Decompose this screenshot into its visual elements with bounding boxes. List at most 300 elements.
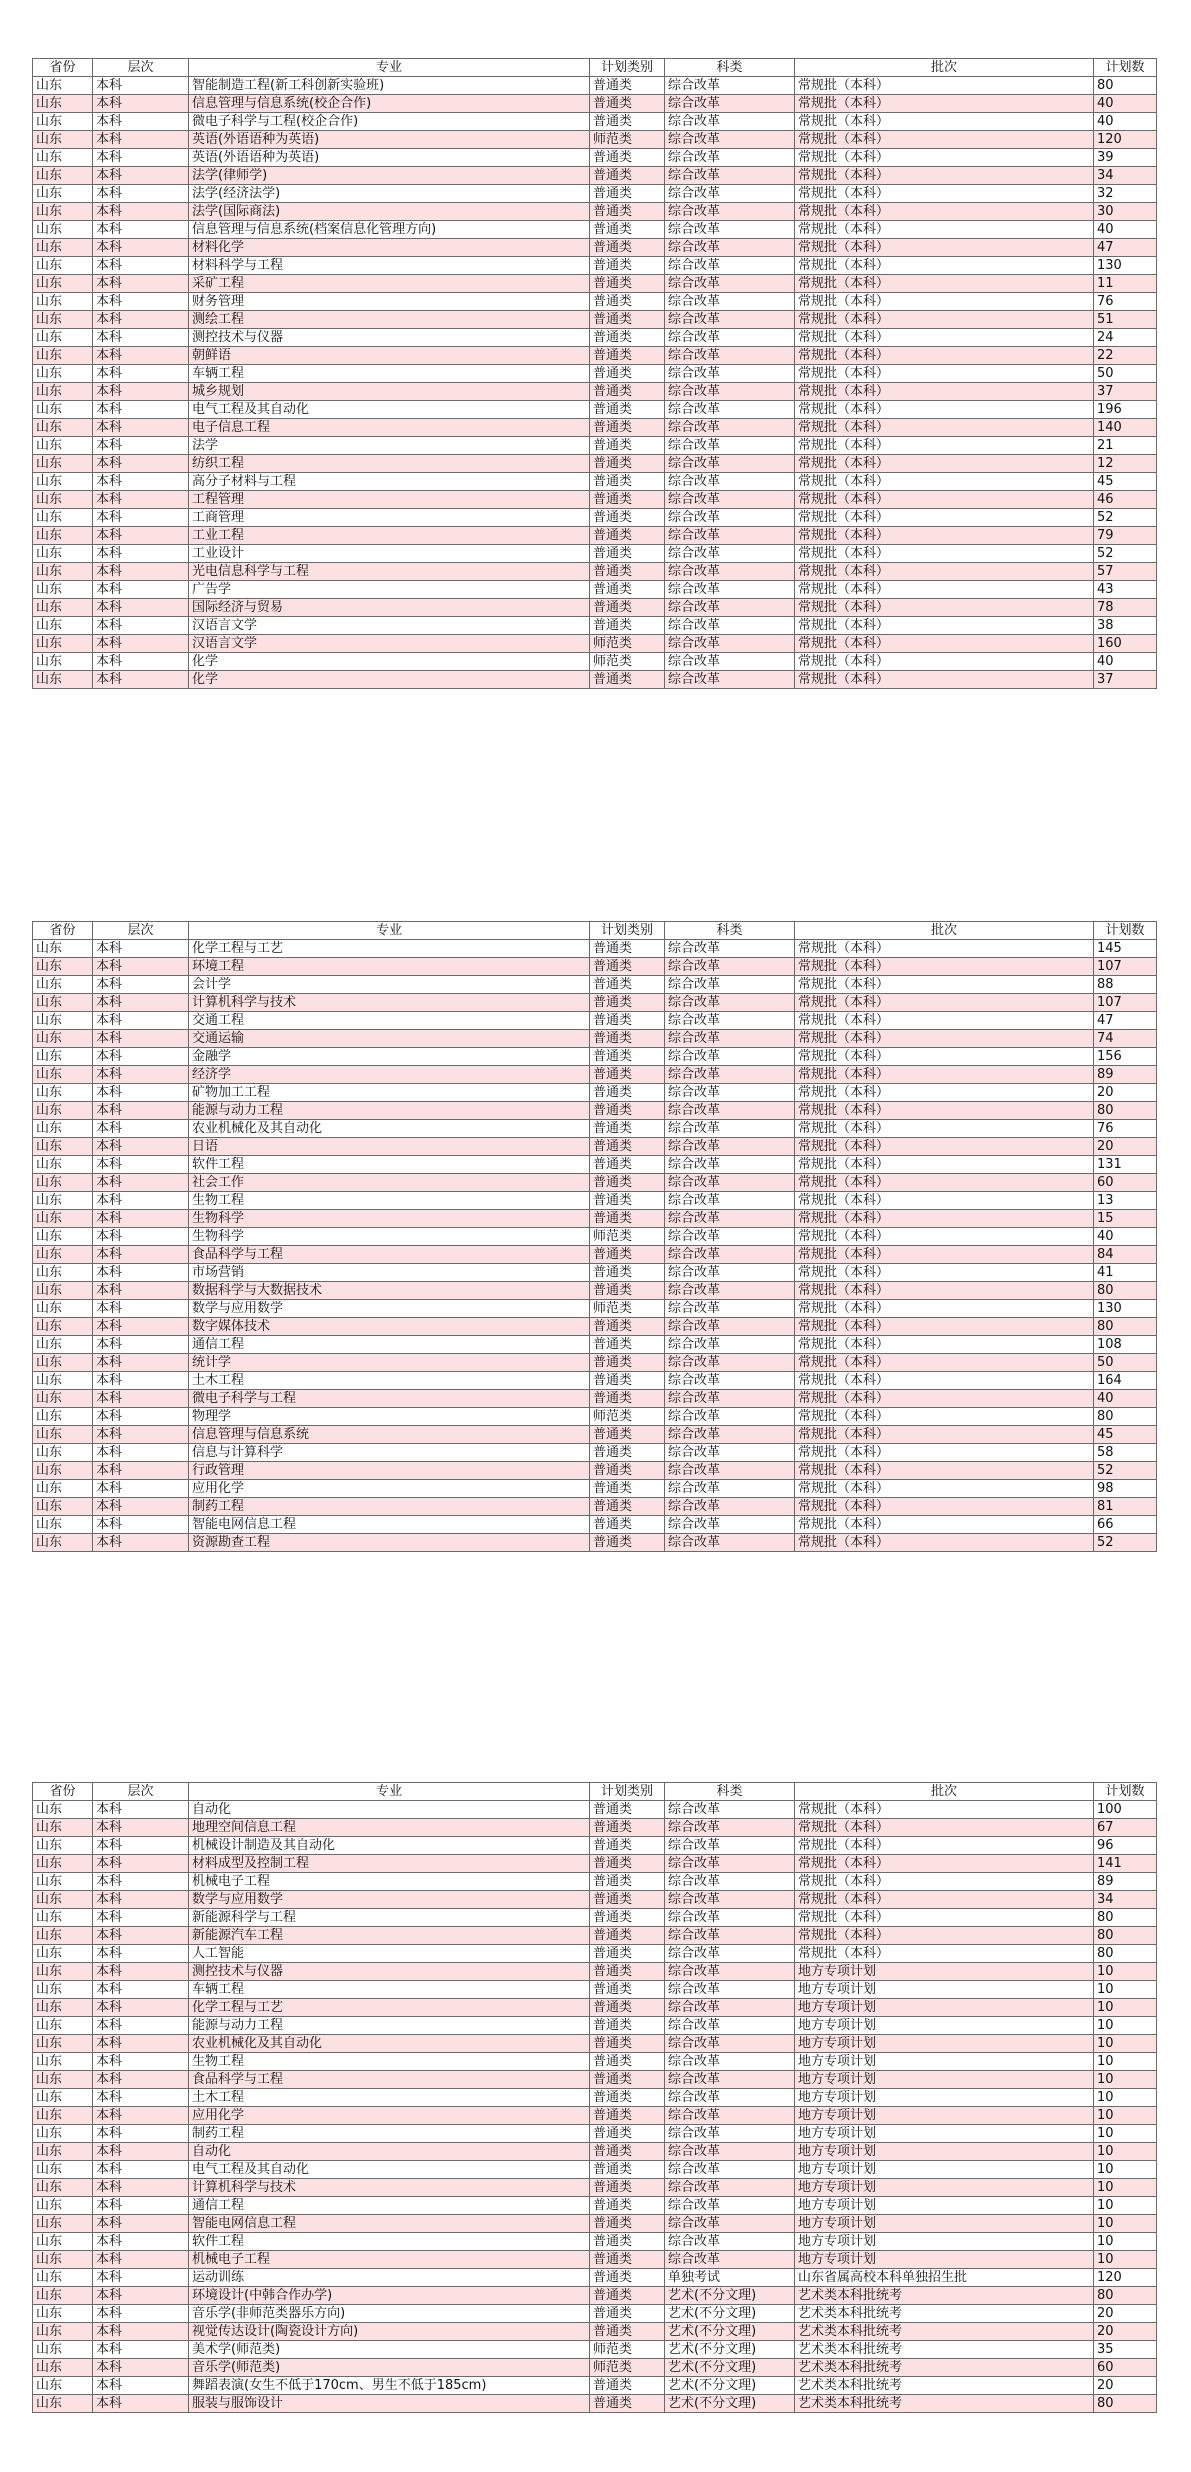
- cell-batch: 常规批（本科）: [795, 167, 1094, 185]
- cell-batch: 常规批（本科）: [795, 1336, 1094, 1354]
- cell-subject-type: 综合改革: [665, 95, 795, 113]
- cell-major: 能源与动力工程: [189, 2017, 590, 2035]
- cell-batch: 常规批（本科）: [795, 1516, 1094, 1534]
- cell-plan-category: 师范类: [590, 635, 665, 653]
- cell-province: 山东: [33, 1012, 93, 1030]
- cell-batch: 常规批（本科）: [795, 149, 1094, 167]
- cell-plan-category: 普通类: [590, 1192, 665, 1210]
- cell-province: 山东: [33, 994, 93, 1012]
- table-row: [33, 976, 1157, 994]
- table-row: [33, 1909, 1157, 1927]
- cell-province: 山东: [33, 95, 93, 113]
- cell-major: 农业机械化及其自动化: [189, 2035, 590, 2053]
- cell-plan-category: 普通类: [590, 1210, 665, 1228]
- cell-major: 数字媒体技术: [189, 1318, 590, 1336]
- cell-subject-type: 综合改革: [665, 1534, 795, 1552]
- cell-subject-type: 综合改革: [665, 1120, 795, 1138]
- cell-batch: 常规批（本科）: [795, 1156, 1094, 1174]
- cell-batch: 常规批（本科）: [795, 311, 1094, 329]
- cell-subject-type: 艺术(不分文理): [665, 2395, 795, 2413]
- table-row: [33, 1408, 1157, 1426]
- table-row: [33, 1048, 1157, 1066]
- cell-level: 本科: [93, 1192, 189, 1210]
- cell-batch: 常规批（本科）: [795, 1945, 1094, 1963]
- table-row: [33, 1516, 1157, 1534]
- cell-plan-count: 81: [1094, 1498, 1157, 1516]
- cell-level: 本科: [93, 1819, 189, 1837]
- enrollment-plan-table-3: [32, 1782, 1157, 2413]
- cell-plan-category: 普通类: [590, 1390, 665, 1408]
- cell-major: 生物工程: [189, 1192, 590, 1210]
- cell-plan-category: 普通类: [590, 1855, 665, 1873]
- cell-batch: 地方专项计划: [795, 2179, 1094, 2197]
- cell-province: 山东: [33, 185, 93, 203]
- cell-province: 山东: [33, 1318, 93, 1336]
- table-row: [33, 2305, 1157, 2323]
- cell-level: 本科: [93, 1372, 189, 1390]
- cell-subject-type: 综合改革: [665, 994, 795, 1012]
- cell-major: 采矿工程: [189, 275, 590, 293]
- cell-subject-type: 综合改革: [665, 1084, 795, 1102]
- table-row: [33, 2125, 1157, 2143]
- cell-major: 矿物加工工程: [189, 1084, 590, 1102]
- header-province: 省份: [33, 1783, 93, 1801]
- cell-plan-category: 普通类: [590, 2125, 665, 2143]
- cell-plan-count: 34: [1094, 1891, 1157, 1909]
- cell-province: 山东: [33, 1138, 93, 1156]
- cell-level: 本科: [93, 1012, 189, 1030]
- cell-subject-type: 综合改革: [665, 545, 795, 563]
- cell-plan-category: 普通类: [590, 491, 665, 509]
- table-row: [33, 2233, 1157, 2251]
- cell-subject-type: 艺术(不分文理): [665, 2359, 795, 2377]
- table-row: [33, 527, 1157, 545]
- cell-subject-type: 综合改革: [665, 383, 795, 401]
- table-row: [33, 1120, 1157, 1138]
- cell-major: 化学工程与工艺: [189, 1999, 590, 2017]
- cell-subject-type: 艺术(不分文理): [665, 2377, 795, 2395]
- cell-subject-type: 综合改革: [665, 1516, 795, 1534]
- cell-level: 本科: [93, 1480, 189, 1498]
- cell-plan-count: 196: [1094, 401, 1157, 419]
- cell-plan-category: 普通类: [590, 2071, 665, 2089]
- table-row: [33, 149, 1157, 167]
- cell-major: 汉语言文学: [189, 617, 590, 635]
- table-row: [33, 1963, 1157, 1981]
- table-row: [33, 1228, 1157, 1246]
- cell-level: 本科: [93, 1318, 189, 1336]
- cell-major: 电气工程及其自动化: [189, 2161, 590, 2179]
- cell-plan-count: 67: [1094, 1819, 1157, 1837]
- cell-level: 本科: [93, 2197, 189, 2215]
- cell-plan-category: 普通类: [590, 671, 665, 689]
- cell-province: 山东: [33, 311, 93, 329]
- cell-batch: 常规批（本科）: [795, 1246, 1094, 1264]
- table-row: [33, 1084, 1157, 1102]
- cell-major: 舞蹈表演(女生不低于170cm、男生不低于185cm): [189, 2377, 590, 2395]
- cell-province: 山东: [33, 1156, 93, 1174]
- cell-level: 本科: [93, 1246, 189, 1264]
- cell-major: 人工智能: [189, 1945, 590, 1963]
- cell-major: 国际经济与贸易: [189, 599, 590, 617]
- table-row: [33, 1801, 1157, 1819]
- cell-major: 法学(律师学): [189, 167, 590, 185]
- cell-major: 城乡规划: [189, 383, 590, 401]
- cell-plan-category: 普通类: [590, 311, 665, 329]
- cell-major: 制药工程: [189, 1498, 590, 1516]
- cell-province: 山东: [33, 1999, 93, 2017]
- cell-major: 信息管理与信息系统: [189, 1426, 590, 1444]
- cell-plan-count: 47: [1094, 239, 1157, 257]
- cell-level: 本科: [93, 131, 189, 149]
- table-row: [33, 1318, 1157, 1336]
- cell-plan-category: 普通类: [590, 1264, 665, 1282]
- cell-province: 山东: [33, 976, 93, 994]
- table-row: [33, 994, 1157, 1012]
- cell-plan-count: 80: [1094, 1408, 1157, 1426]
- enrollment-plan-table-1: [32, 58, 1157, 689]
- cell-plan-category: 普通类: [590, 275, 665, 293]
- cell-plan-count: 130: [1094, 1300, 1157, 1318]
- cell-plan-category: 普通类: [590, 257, 665, 275]
- cell-batch: 常规批（本科）: [795, 365, 1094, 383]
- cell-subject-type: 综合改革: [665, 2089, 795, 2107]
- cell-plan-count: 10: [1094, 2251, 1157, 2269]
- cell-plan-count: 10: [1094, 2053, 1157, 2071]
- cell-level: 本科: [93, 2233, 189, 2251]
- cell-major: 食品科学与工程: [189, 1246, 590, 1264]
- cell-plan-category: 普通类: [590, 221, 665, 239]
- cell-province: 山东: [33, 77, 93, 95]
- cell-plan-category: 普通类: [590, 2017, 665, 2035]
- cell-major: 土木工程: [189, 1372, 590, 1390]
- table-row: [33, 1210, 1157, 1228]
- cell-province: 山东: [33, 2233, 93, 2251]
- cell-level: 本科: [93, 2179, 189, 2197]
- table-row: [33, 329, 1157, 347]
- cell-plan-count: 24: [1094, 329, 1157, 347]
- cell-subject-type: 综合改革: [665, 419, 795, 437]
- cell-level: 本科: [93, 2269, 189, 2287]
- cell-batch: 常规批（本科）: [795, 239, 1094, 257]
- cell-plan-category: 普通类: [590, 1498, 665, 1516]
- cell-level: 本科: [93, 1801, 189, 1819]
- table-row: [33, 1462, 1157, 1480]
- cell-subject-type: 艺术(不分文理): [665, 2287, 795, 2305]
- cell-province: 山东: [33, 671, 93, 689]
- cell-province: 山东: [33, 347, 93, 365]
- cell-province: 山东: [33, 2215, 93, 2233]
- header-plan-count: 计划数: [1094, 922, 1157, 940]
- cell-plan-count: 15: [1094, 1210, 1157, 1228]
- cell-plan-category: 普通类: [590, 1534, 665, 1552]
- cell-province: 山东: [33, 1819, 93, 1837]
- cell-subject-type: 综合改革: [665, 581, 795, 599]
- cell-batch: 常规批（本科）: [795, 1300, 1094, 1318]
- cell-subject-type: 综合改革: [665, 1228, 795, 1246]
- cell-level: 本科: [93, 2323, 189, 2341]
- cell-major: 统计学: [189, 1354, 590, 1372]
- cell-batch: 常规批（本科）: [795, 940, 1094, 958]
- cell-plan-count: 52: [1094, 545, 1157, 563]
- cell-province: 山东: [33, 2269, 93, 2287]
- cell-province: 山东: [33, 401, 93, 419]
- cell-subject-type: 综合改革: [665, 635, 795, 653]
- cell-subject-type: 综合改革: [665, 1891, 795, 1909]
- table-row: [33, 581, 1157, 599]
- cell-subject-type: 综合改革: [665, 221, 795, 239]
- header-batch: 批次: [795, 59, 1094, 77]
- cell-province: 山东: [33, 599, 93, 617]
- cell-major: 交通工程: [189, 1012, 590, 1030]
- cell-major: 运动训练: [189, 2269, 590, 2287]
- cell-province: 山东: [33, 1480, 93, 1498]
- table-row: [33, 1372, 1157, 1390]
- cell-level: 本科: [93, 1174, 189, 1192]
- cell-plan-count: 47: [1094, 1012, 1157, 1030]
- cell-major: 化学工程与工艺: [189, 940, 590, 958]
- cell-batch: 常规批（本科）: [795, 671, 1094, 689]
- cell-province: 山东: [33, 2035, 93, 2053]
- table-row: [33, 2143, 1157, 2161]
- cell-major: 音乐学(师范类): [189, 2359, 590, 2377]
- cell-subject-type: 综合改革: [665, 203, 795, 221]
- cell-major: 汉语言文学: [189, 635, 590, 653]
- cell-batch: 常规批（本科）: [795, 958, 1094, 976]
- cell-level: 本科: [93, 617, 189, 635]
- cell-plan-count: 10: [1094, 2143, 1157, 2161]
- cell-major: 视觉传达设计(陶瓷设计方向): [189, 2323, 590, 2341]
- cell-plan-count: 50: [1094, 365, 1157, 383]
- cell-plan-category: 普通类: [590, 1012, 665, 1030]
- table-row: [33, 2251, 1157, 2269]
- cell-batch: 常规批（本科）: [795, 329, 1094, 347]
- cell-plan-count: 80: [1094, 77, 1157, 95]
- cell-subject-type: 综合改革: [665, 2035, 795, 2053]
- cell-province: 山东: [33, 1300, 93, 1318]
- cell-province: 山东: [33, 1426, 93, 1444]
- cell-level: 本科: [93, 1855, 189, 1873]
- header-subject-type: 科类: [665, 922, 795, 940]
- table-row: [33, 2161, 1157, 2179]
- cell-province: 山东: [33, 2071, 93, 2089]
- cell-level: 本科: [93, 940, 189, 958]
- cell-province: 山东: [33, 1534, 93, 1552]
- cell-province: 山东: [33, 2125, 93, 2143]
- cell-major: 纺织工程: [189, 455, 590, 473]
- cell-batch: 地方专项计划: [795, 1963, 1094, 1981]
- cell-level: 本科: [93, 1498, 189, 1516]
- table-row: [33, 95, 1157, 113]
- table-header-row: [33, 922, 1157, 940]
- cell-plan-count: 52: [1094, 509, 1157, 527]
- cell-level: 本科: [93, 149, 189, 167]
- table-row: [33, 1498, 1157, 1516]
- cell-plan-count: 74: [1094, 1030, 1157, 1048]
- cell-plan-count: 45: [1094, 1426, 1157, 1444]
- cell-province: 山东: [33, 653, 93, 671]
- cell-province: 山东: [33, 617, 93, 635]
- cell-level: 本科: [93, 2125, 189, 2143]
- cell-level: 本科: [93, 994, 189, 1012]
- table-row: [33, 1855, 1157, 1873]
- cell-plan-category: 普通类: [590, 437, 665, 455]
- cell-subject-type: 综合改革: [665, 1390, 795, 1408]
- cell-subject-type: 综合改革: [665, 437, 795, 455]
- cell-plan-count: 34: [1094, 167, 1157, 185]
- cell-subject-type: 综合改革: [665, 599, 795, 617]
- cell-subject-type: 综合改革: [665, 149, 795, 167]
- cell-plan-count: 46: [1094, 491, 1157, 509]
- cell-major: 财务管理: [189, 293, 590, 311]
- cell-subject-type: 综合改革: [665, 1210, 795, 1228]
- cell-plan-count: 20: [1094, 2305, 1157, 2323]
- cell-batch: 常规批（本科）: [795, 545, 1094, 563]
- cell-plan-category: 普通类: [590, 2395, 665, 2413]
- cell-batch: 常规批（本科）: [795, 491, 1094, 509]
- cell-subject-type: 综合改革: [665, 1801, 795, 1819]
- cell-batch: 艺术类本科批统考: [795, 2359, 1094, 2377]
- cell-major: 微电子科学与工程(校企合作): [189, 113, 590, 131]
- table-row: [33, 1102, 1157, 1120]
- cell-plan-category: 普通类: [590, 2233, 665, 2251]
- cell-subject-type: 艺术(不分文理): [665, 2323, 795, 2341]
- cell-plan-count: 79: [1094, 527, 1157, 545]
- cell-subject-type: 综合改革: [665, 185, 795, 203]
- cell-plan-count: 30: [1094, 203, 1157, 221]
- cell-level: 本科: [93, 1336, 189, 1354]
- cell-major: 社会工作: [189, 1174, 590, 1192]
- cell-level: 本科: [93, 2377, 189, 2395]
- cell-province: 山东: [33, 365, 93, 383]
- header-province: 省份: [33, 922, 93, 940]
- cell-plan-category: 普通类: [590, 958, 665, 976]
- cell-plan-category: 普通类: [590, 1354, 665, 1372]
- cell-plan-category: 普通类: [590, 1963, 665, 1981]
- table-row: [33, 1246, 1157, 1264]
- cell-plan-count: 131: [1094, 1156, 1157, 1174]
- header-subject-type: 科类: [665, 1783, 795, 1801]
- cell-plan-category: 普通类: [590, 994, 665, 1012]
- table-row: [33, 77, 1157, 95]
- cell-plan-category: 普通类: [590, 1174, 665, 1192]
- cell-batch: 艺术类本科批统考: [795, 2377, 1094, 2395]
- cell-province: 山东: [33, 221, 93, 239]
- cell-level: 本科: [93, 1873, 189, 1891]
- table-header-row: [33, 1783, 1157, 1801]
- cell-major: 车辆工程: [189, 365, 590, 383]
- cell-major: 服装与服饰设计: [189, 2395, 590, 2413]
- cell-subject-type: 综合改革: [665, 1192, 795, 1210]
- cell-plan-count: 100: [1094, 1801, 1157, 1819]
- cell-major: 环境设计(中韩合作办学): [189, 2287, 590, 2305]
- cell-batch: 地方专项计划: [795, 2143, 1094, 2161]
- cell-level: 本科: [93, 1426, 189, 1444]
- cell-province: 山东: [33, 455, 93, 473]
- cell-subject-type: 综合改革: [665, 1318, 795, 1336]
- cell-province: 山东: [33, 2161, 93, 2179]
- cell-plan-count: 32: [1094, 185, 1157, 203]
- cell-plan-category: 普通类: [590, 1426, 665, 1444]
- cell-plan-count: 66: [1094, 1516, 1157, 1534]
- cell-major: 数据科学与大数据技术: [189, 1282, 590, 1300]
- cell-province: 山东: [33, 383, 93, 401]
- cell-province: 山东: [33, 1945, 93, 1963]
- table-row: [33, 653, 1157, 671]
- table-row: [33, 635, 1157, 653]
- cell-level: 本科: [93, 1891, 189, 1909]
- cell-province: 山东: [33, 1120, 93, 1138]
- cell-subject-type: 综合改革: [665, 1336, 795, 1354]
- cell-subject-type: 综合改革: [665, 2233, 795, 2251]
- cell-subject-type: 综合改革: [665, 2215, 795, 2233]
- cell-major: 高分子材料与工程: [189, 473, 590, 491]
- cell-plan-category: 师范类: [590, 131, 665, 149]
- table-row: [33, 509, 1157, 527]
- cell-major: 朝鲜语: [189, 347, 590, 365]
- cell-level: 本科: [93, 527, 189, 545]
- cell-subject-type: 综合改革: [665, 2125, 795, 2143]
- cell-plan-category: 普通类: [590, 239, 665, 257]
- cell-province: 山东: [33, 1282, 93, 1300]
- cell-major: 软件工程: [189, 2233, 590, 2251]
- cell-subject-type: 综合改革: [665, 940, 795, 958]
- cell-batch: 常规批（本科）: [795, 437, 1094, 455]
- cell-subject-type: 综合改革: [665, 491, 795, 509]
- cell-batch: 常规批（本科）: [795, 383, 1094, 401]
- cell-plan-category: 普通类: [590, 419, 665, 437]
- cell-province: 山东: [33, 1192, 93, 1210]
- cell-major: 生物工程: [189, 2053, 590, 2071]
- cell-plan-category: 师范类: [590, 1300, 665, 1318]
- header-batch: 批次: [795, 922, 1094, 940]
- cell-plan-count: 20: [1094, 2323, 1157, 2341]
- table-row: [33, 1138, 1157, 1156]
- cell-batch: 常规批（本科）: [795, 1282, 1094, 1300]
- cell-plan-category: 普通类: [590, 365, 665, 383]
- cell-level: 本科: [93, 2107, 189, 2125]
- cell-plan-category: 普通类: [590, 545, 665, 563]
- table-row: [33, 1999, 1157, 2017]
- cell-plan-count: 51: [1094, 311, 1157, 329]
- table-row: [33, 1837, 1157, 1855]
- cell-level: 本科: [93, 1084, 189, 1102]
- cell-plan-category: 普通类: [590, 1516, 665, 1534]
- cell-level: 本科: [93, 1354, 189, 1372]
- cell-subject-type: 综合改革: [665, 2071, 795, 2089]
- cell-plan-category: 普通类: [590, 563, 665, 581]
- cell-plan-count: 10: [1094, 2017, 1157, 2035]
- cell-plan-category: 普通类: [590, 1048, 665, 1066]
- cell-level: 本科: [93, 2395, 189, 2413]
- cell-plan-count: 40: [1094, 1390, 1157, 1408]
- cell-plan-category: 普通类: [590, 2323, 665, 2341]
- cell-level: 本科: [93, 95, 189, 113]
- cell-major: 交通运输: [189, 1030, 590, 1048]
- cell-province: 山东: [33, 563, 93, 581]
- cell-batch: 常规批（本科）: [795, 185, 1094, 203]
- table-row: [33, 545, 1157, 563]
- cell-subject-type: 综合改革: [665, 2053, 795, 2071]
- cell-major: 测控技术与仪器: [189, 329, 590, 347]
- table-row: [33, 940, 1157, 958]
- cell-plan-category: 普通类: [590, 455, 665, 473]
- cell-subject-type: 综合改革: [665, 131, 795, 149]
- cell-major: 材料科学与工程: [189, 257, 590, 275]
- cell-plan-category: 普通类: [590, 1462, 665, 1480]
- cell-major: 英语(外语语种为英语): [189, 149, 590, 167]
- cell-major: 应用化学: [189, 2107, 590, 2125]
